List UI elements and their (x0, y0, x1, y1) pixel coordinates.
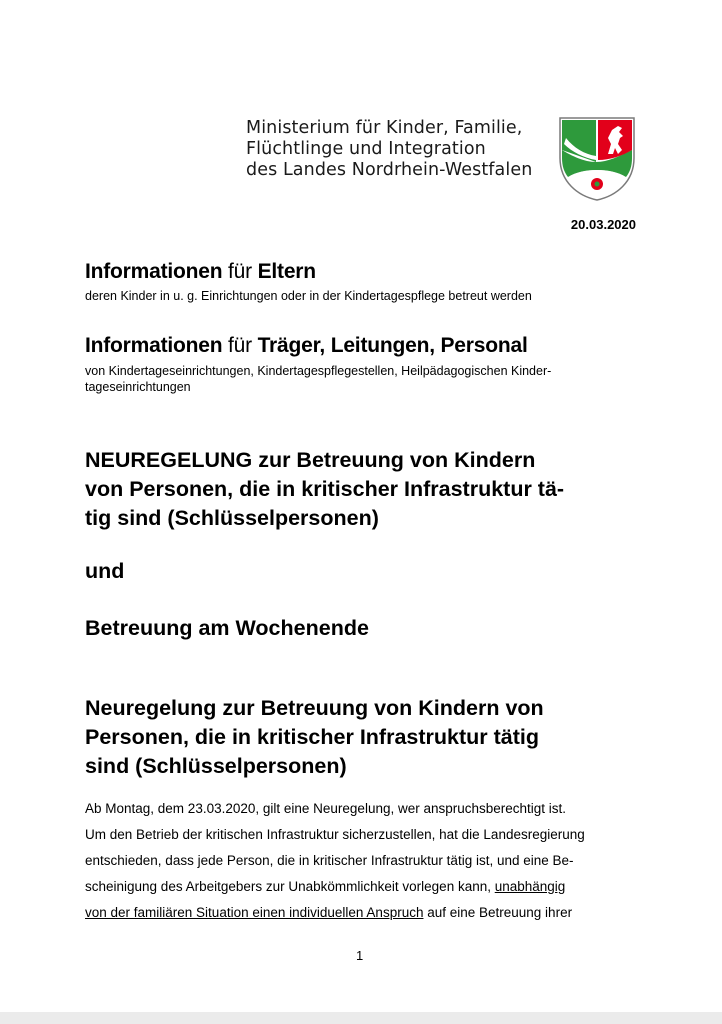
headline-line: von Personen, die in kritischer Infrastruktur tä- (85, 477, 565, 501)
underlined-text: von der familiären Situation einen individuellen Anspruch (85, 905, 424, 920)
page-number: 1 (356, 948, 364, 963)
section-heading (85, 694, 544, 781)
ministry-line: Ministerium für Kinder, Familie, (246, 118, 523, 138)
headline-weekend: Betreuung am Wochenende (85, 616, 369, 640)
heading-part: Informationen (85, 334, 229, 357)
body-line (85, 900, 645, 926)
headline-line: tig sind (Schlüsselpersonen) (85, 506, 379, 530)
section-heading-line: Personen, die in kritischer Infrastruktur tätig (85, 725, 539, 749)
heading-part: Informationen (85, 260, 229, 283)
ministry-line: des Landes Nordrhein-Westfalen (246, 160, 533, 180)
body-text-span: scheinigung des Arbeitgebers zur Unabkömmlichkeit vorlegen kann, (85, 879, 495, 894)
body-line: entschieden, dass jede Person, die in kritischer Infrastruktur tätig ist, und eine Be- (85, 853, 574, 868)
body-line: Ab Montag, dem 23.03.2020, gilt eine Neuregelung, wer anspruchsberechtigt ist. (85, 801, 567, 816)
document-date: 20.03.2020 (570, 217, 636, 232)
section-heading-line: sind (Schlüsselpersonen) (85, 754, 347, 778)
heading-part: Eltern (251, 260, 316, 283)
staff-subtitle (85, 363, 551, 395)
heading-part: Träger, Leitungen, Personal (251, 334, 528, 357)
body-line: Um den Betrieb der kritischen Infrastruktur sicherzustellen, hat die Landesregierung (85, 827, 585, 842)
section-heading-line: Neuregelung zur Betreuung von Kindern von (85, 696, 544, 720)
heading-part-light: für (228, 260, 252, 283)
parents-heading (85, 260, 316, 284)
body-text-span: auf eine Betreuung ihrer (423, 905, 573, 920)
staff-subtitle-line: tageseinrichtungen (85, 380, 191, 394)
heading-part-light: für (228, 334, 252, 357)
underlined-text: unabhängig (494, 879, 566, 894)
headline-line: NEUREGELUNG zur Betreuung von Kindern (85, 448, 536, 472)
staff-heading (85, 334, 528, 358)
staff-subtitle-line: von Kindertageseinrichtungen, Kindertagespflegestellen, Heilpädagogischen Kinder- (85, 364, 552, 378)
body-line (85, 874, 645, 900)
main-headline (85, 446, 564, 533)
headline-and: und (85, 559, 125, 583)
parents-subtitle: deren Kinder in u. g. Einrichtungen oder in der Kindertagespflege betreut werden (85, 289, 532, 303)
ministry-name (246, 118, 532, 181)
nrw-coat-of-arms-icon (556, 114, 638, 202)
ministry-line: Flüchtlinge und Integration (246, 139, 486, 159)
viewer-background (0, 1012, 722, 1024)
body-paragraph (85, 796, 645, 926)
